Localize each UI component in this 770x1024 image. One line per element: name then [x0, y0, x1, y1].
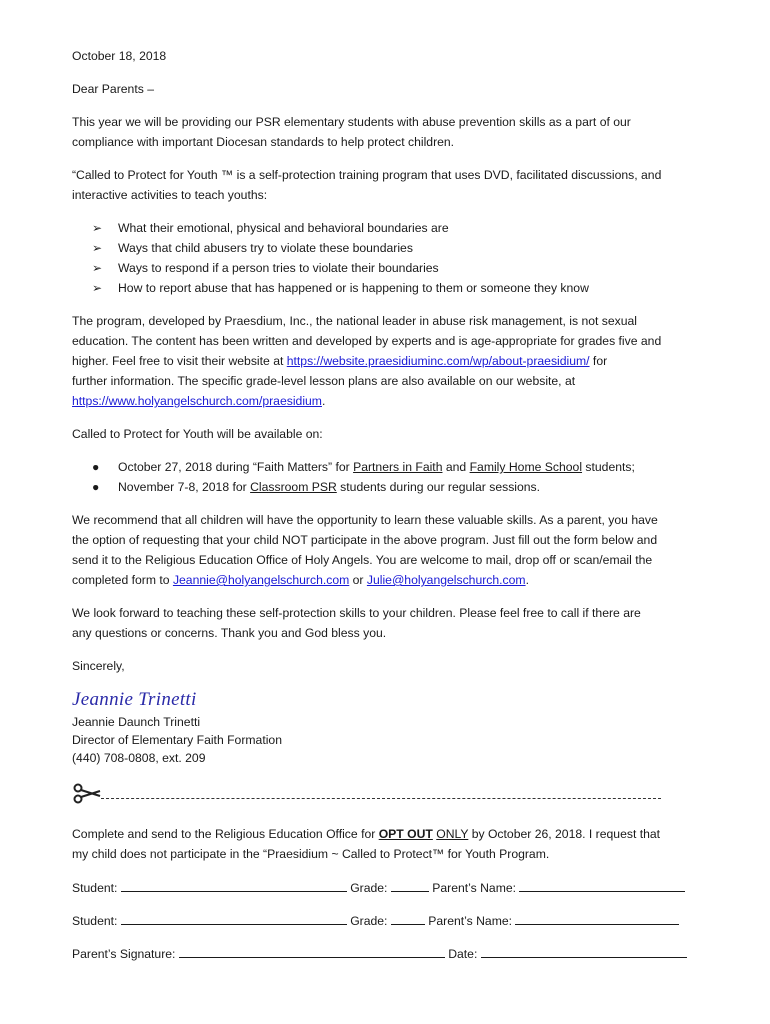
arrow-list-item: [92, 220, 449, 236]
para3-text: .: [321, 394, 326, 408]
bullet-text: students;: [582, 460, 635, 474]
arrow-item-text: How to report abuse that has happened or is happening to them or someone they know: [118, 281, 589, 295]
partners-in-faith-label: Partners in Faith: [353, 460, 443, 474]
form-instruction-line1: [72, 826, 660, 842]
student-name-field[interactable]: [121, 912, 347, 925]
form-row-student-1: [72, 879, 685, 896]
para3-text: for: [589, 354, 608, 368]
letter-date: October 18, 2018: [72, 49, 167, 63]
availability-bullet: [92, 459, 635, 475]
para5-line2: any questions or concerns. Thank you and God bless you.: [72, 626, 387, 640]
bullet-dot-icon: ●: [92, 460, 100, 474]
para4-line4: [72, 572, 529, 588]
praesidium-website-link[interactable]: https://website.praesidiuminc.com/wp/about-praesidium/: [286, 354, 590, 368]
bullet-text: and: [442, 460, 470, 474]
grade-label: Grade:: [350, 881, 388, 895]
para3-line4: further information. The specific grade-level lesson plans are also available on our website, at: [72, 374, 576, 388]
date-field[interactable]: [481, 945, 687, 958]
arrow-item-text: What their emotional, physical and behavioral boundaries are: [118, 221, 449, 235]
parent-name-field[interactable]: [519, 879, 685, 892]
para4-text: or: [349, 573, 367, 587]
student-label: Student:: [72, 881, 118, 895]
signer-title: Director of Elementary Faith Formation: [72, 733, 282, 747]
para3-line2: education. The content has been written and developed by experts and is age-appropriate for grades five and: [72, 334, 662, 348]
parent-signature-field[interactable]: [179, 945, 445, 958]
bullet-text: October 27, 2018 during “Faith Matters” for: [118, 460, 354, 474]
grade-field[interactable]: [391, 912, 425, 925]
form-text: by October 26, 2018. I request that: [468, 827, 661, 841]
opt-out-label: OPT OUT: [378, 827, 433, 841]
handwritten-signature: Jeannie Trinetti: [72, 689, 197, 710]
para4-text: .: [525, 573, 529, 587]
holyangels-praesidium-link[interactable]: https://www.holyangelschurch.com/praesidium: [72, 394, 322, 408]
salutation: Dear Parents –: [72, 82, 154, 96]
form-instruction-line2: my child does not participate in the “Praesidium ~ Called to Protect™ for Youth Program.: [72, 847, 550, 861]
availability-bullet: [92, 479, 541, 495]
para2-line1: “Called to Protect for Youth ™ is a self-protection training program that uses DVD, facilitated discussions, and: [72, 168, 662, 182]
grade-label: Grade:: [350, 914, 388, 928]
bullet-text: November 7-8, 2018 for: [118, 480, 251, 494]
para2-line2: interactive activities to teach youths:: [72, 188, 268, 202]
para4-line3: send it to the Religious Education Office of Holy Angels. You are welcome to mail, drop off or scan/email the: [72, 553, 653, 567]
arrow-bullet-icon: ➢: [92, 261, 103, 275]
para5-line1: We look forward to teaching these self-protection skills to your children. Please feel free to call if there are: [72, 606, 641, 620]
only-label: ONLY: [436, 827, 469, 841]
para3-text: higher. Feel free to visit their website at: [72, 354, 287, 368]
para3-line1: The program, developed by Praesdium, Inc., the national leader in abuse risk management, is not sexual: [72, 314, 638, 328]
student-name-field[interactable]: [121, 879, 347, 892]
arrow-item-text: Ways to respond if a person tries to violate their boundaries: [118, 261, 439, 275]
parent-name-label: Parent’s Name:: [432, 881, 517, 895]
closing: Sincerely,: [72, 659, 125, 673]
availability-heading: Called to Protect for Youth will be available on:: [72, 427, 323, 441]
student-label: Student:: [72, 914, 118, 928]
arrow-bullet-icon: ➢: [92, 281, 103, 295]
arrow-list-item: [92, 240, 413, 256]
classroom-psr-label: Classroom PSR: [250, 480, 337, 494]
para1-line1: This year we will be providing our PSR elementary students with abuse prevention skills as a part of our: [72, 115, 631, 129]
scissors-icon: [72, 782, 102, 806]
arrow-list-item: [92, 260, 439, 276]
parent-name-field[interactable]: [515, 912, 679, 925]
form-row-signature: [72, 945, 687, 962]
date-label: Date:: [448, 947, 478, 961]
family-home-school-label: Family Home School: [469, 460, 583, 474]
arrow-item-text: Ways that child abusers try to violate these boundaries: [118, 241, 413, 255]
para4-line1: We recommend that all children will have the opportunity to learn these valuable skills. As a parent, you have: [72, 513, 658, 527]
arrow-list-item: [92, 280, 589, 296]
arrow-bullet-icon: ➢: [92, 221, 103, 235]
form-row-student-2: [72, 912, 679, 929]
cut-line: [101, 798, 661, 799]
email-jeannie-link[interactable]: Jeannie@holyangelschurch.com: [172, 573, 350, 587]
parent-name-label: Parent’s Name:: [428, 914, 513, 928]
para3-line5: [72, 393, 325, 409]
parent-signature-label: Parent’s Signature:: [72, 947, 176, 961]
para4-text: completed form to: [72, 573, 173, 587]
para4-line2: the option of requesting that your child NOT participate in the above program. Just fill out the form below and: [72, 533, 658, 547]
form-text: Complete and send to the Religious Education Office for: [72, 827, 379, 841]
para3-line3: [72, 353, 607, 369]
signer-phone: (440) 708-0808, ext. 209: [72, 751, 206, 765]
arrow-bullet-icon: ➢: [92, 241, 103, 255]
signer-name: Jeannie Daunch Trinetti: [72, 715, 201, 729]
bullet-dot-icon: ●: [92, 480, 100, 494]
para1-line2: compliance with important Diocesan standards to help protect children.: [72, 135, 455, 149]
grade-field[interactable]: [391, 879, 429, 892]
bullet-text: students during our regular sessions.: [336, 480, 541, 494]
email-julie-link[interactable]: Julie@holyangelschurch.com: [366, 573, 526, 587]
